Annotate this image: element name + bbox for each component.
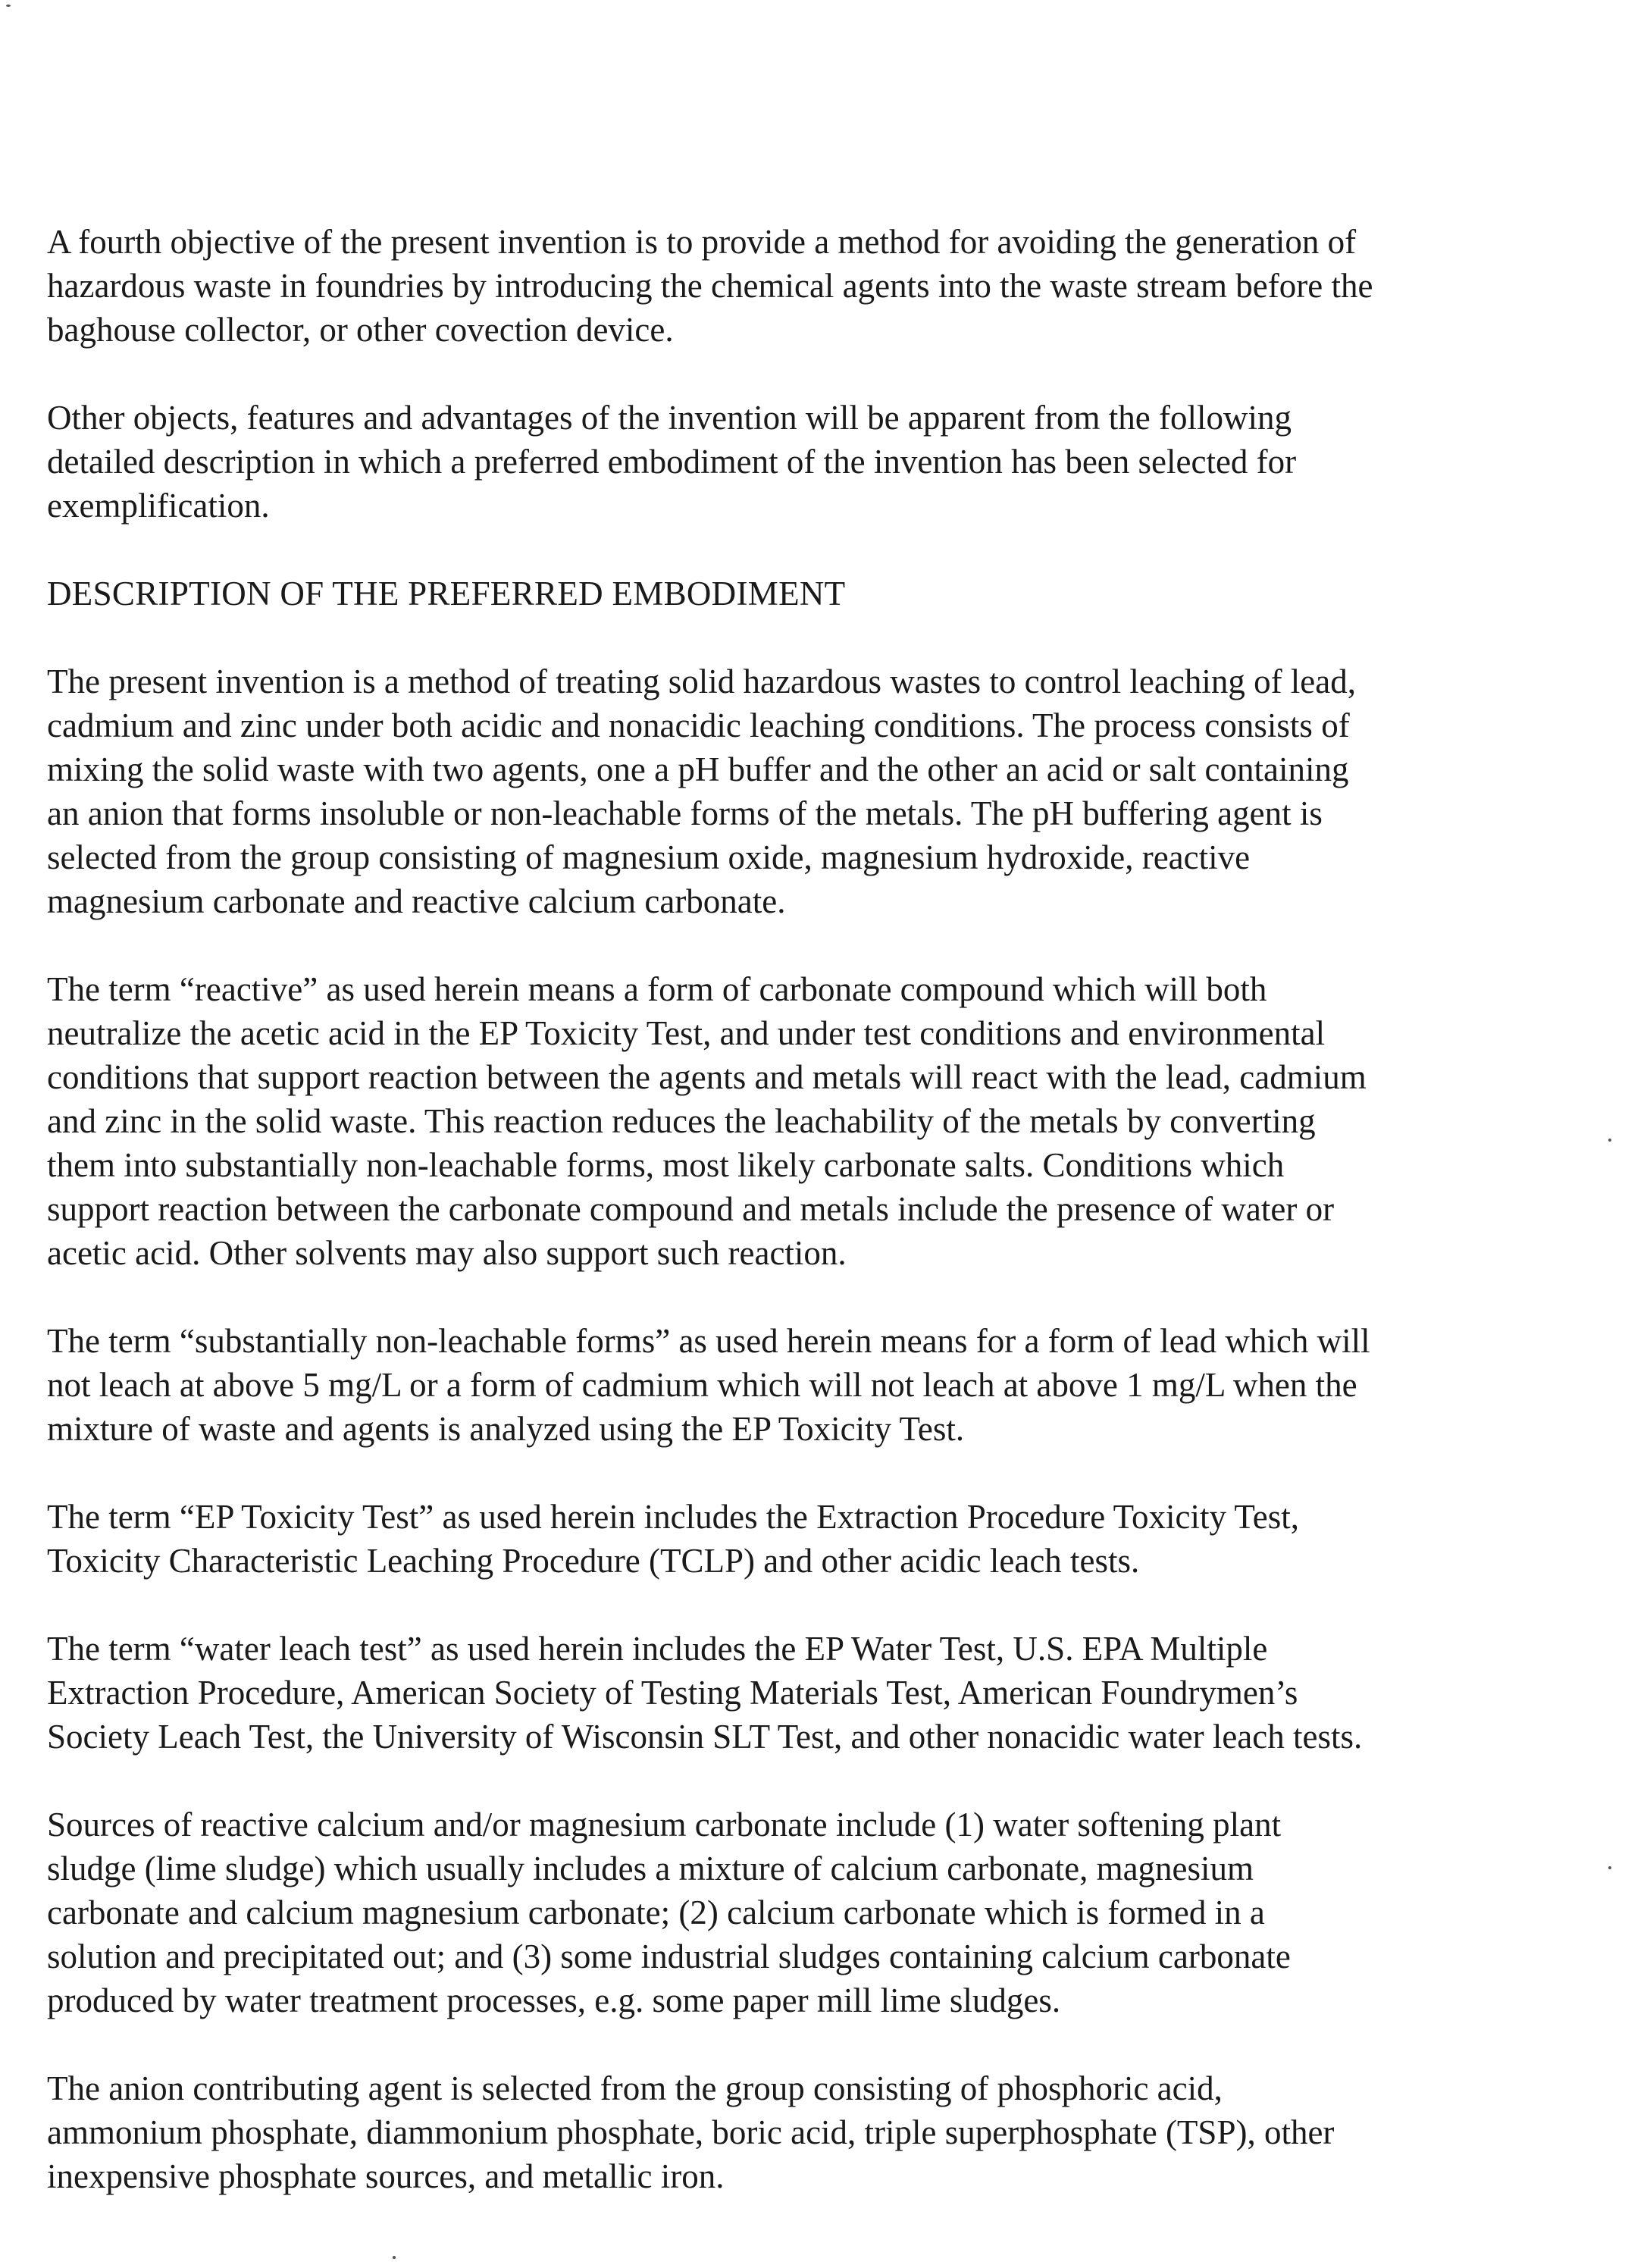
paragraph-term-ep-toxicity: The term “EP Toxicity Test” as used herein includes the Extraction Procedure Toxicity Test, Toxicity Characteristic Leaching Procedure (TCLP) and other acidic leach tests.: [47, 1498, 1299, 1580]
document-body: [47, 220, 1525, 2242]
paragraph-term-reactive: The term “reactive” as used herein means a form of carbonate compound which will both neutralize the acetic acid in the EP Toxicity Test, and under test conditions and environmental conditions that support reaction between the agents and metals will react with the lead, cadmium and zinc in the solid waste. This reaction reduces the leachability of the metals by converting them into substantially non-leachable forms, most likely carbonate salts. Conditions which support reaction between the carbonate compound and metals include the presence of water or acetic acid. Other solvents may also support such reaction.: [47, 970, 1367, 1272]
paragraph-anion-agent: The anion contributing agent is selected from the group consisting of phosphoric acid, ammonium phosphate, diammonium phosphate, boric acid, triple superphosphate (TSP), other inexpensive phosphate sources, and metallic iron.: [47, 2069, 1335, 2195]
scan-speck: [393, 2256, 396, 2259]
scan-speck: [6, 5, 11, 7]
scan-speck: [1608, 1866, 1611, 1869]
paragraph-other-objects: Other objects, features and advantages of the invention will be apparent from the following detailed description in which a preferred embodiment of the invention has been selected for exemplification.: [47, 399, 1297, 525]
paragraph-fourth-objective: A fourth objective of the present invention is to provide a method for avoiding the generation of hazardous waste in foundries by introducing the chemical agents into the waste stream before the baghouse collector, or other covection device.: [47, 223, 1373, 349]
paragraph-carbonate-sources: Sources of reactive calcium and/or magnesium carbonate include (1) water softening plant sludge (lime sludge) which usually includes a mixture of calcium carbonate, magnesium carbonate and calcium magnesium carbonate; (2) calcium carbonate which is formed in a solution and precipitated out; and (3) some industrial sludges containing calcium carbonate produced by water treatment processes, e.g. some paper mill lime sludges.: [47, 1806, 1291, 2019]
paragraph-method-overview: The present invention is a method of treating solid hazardous wastes to control leaching of lead, cadmium and zinc under both acidic and nonacidic leaching conditions. The process consists of mixing the solid waste with two agents, one a pH buffer and the other an acid or salt containing an anion that forms insoluble or non-leachable forms of the metals. The pH buffering agent is selected from the group consisting of magnesium oxide, magnesium hydroxide, reactive magnesium carbonate and reactive calcium carbonate.: [47, 663, 1357, 920]
section-heading: DESCRIPTION OF THE PREFERRED EMBODIMENT: [47, 575, 846, 612]
paragraph-term-non-leachable: The term “substantially non-leachable forms” as used herein means for a form of lead which will not leach at above 5 mg/L or a form of cadmium which will not leach at above 1 mg/L when the mixture of waste and agents is analyzed using the EP Toxicity Test.: [47, 1322, 1370, 1448]
paragraph-term-water-leach: The term “water leach test” as used herein includes the EP Water Test, U.S. EPA Multiple Extraction Procedure, American Society of Testing Materials Test, American Foundrymen’s Society Leach Test, the University of Wisconsin SLT Test, and other nonacidic water leach tests.: [47, 1630, 1363, 1756]
scan-speck: [1608, 1139, 1611, 1142]
